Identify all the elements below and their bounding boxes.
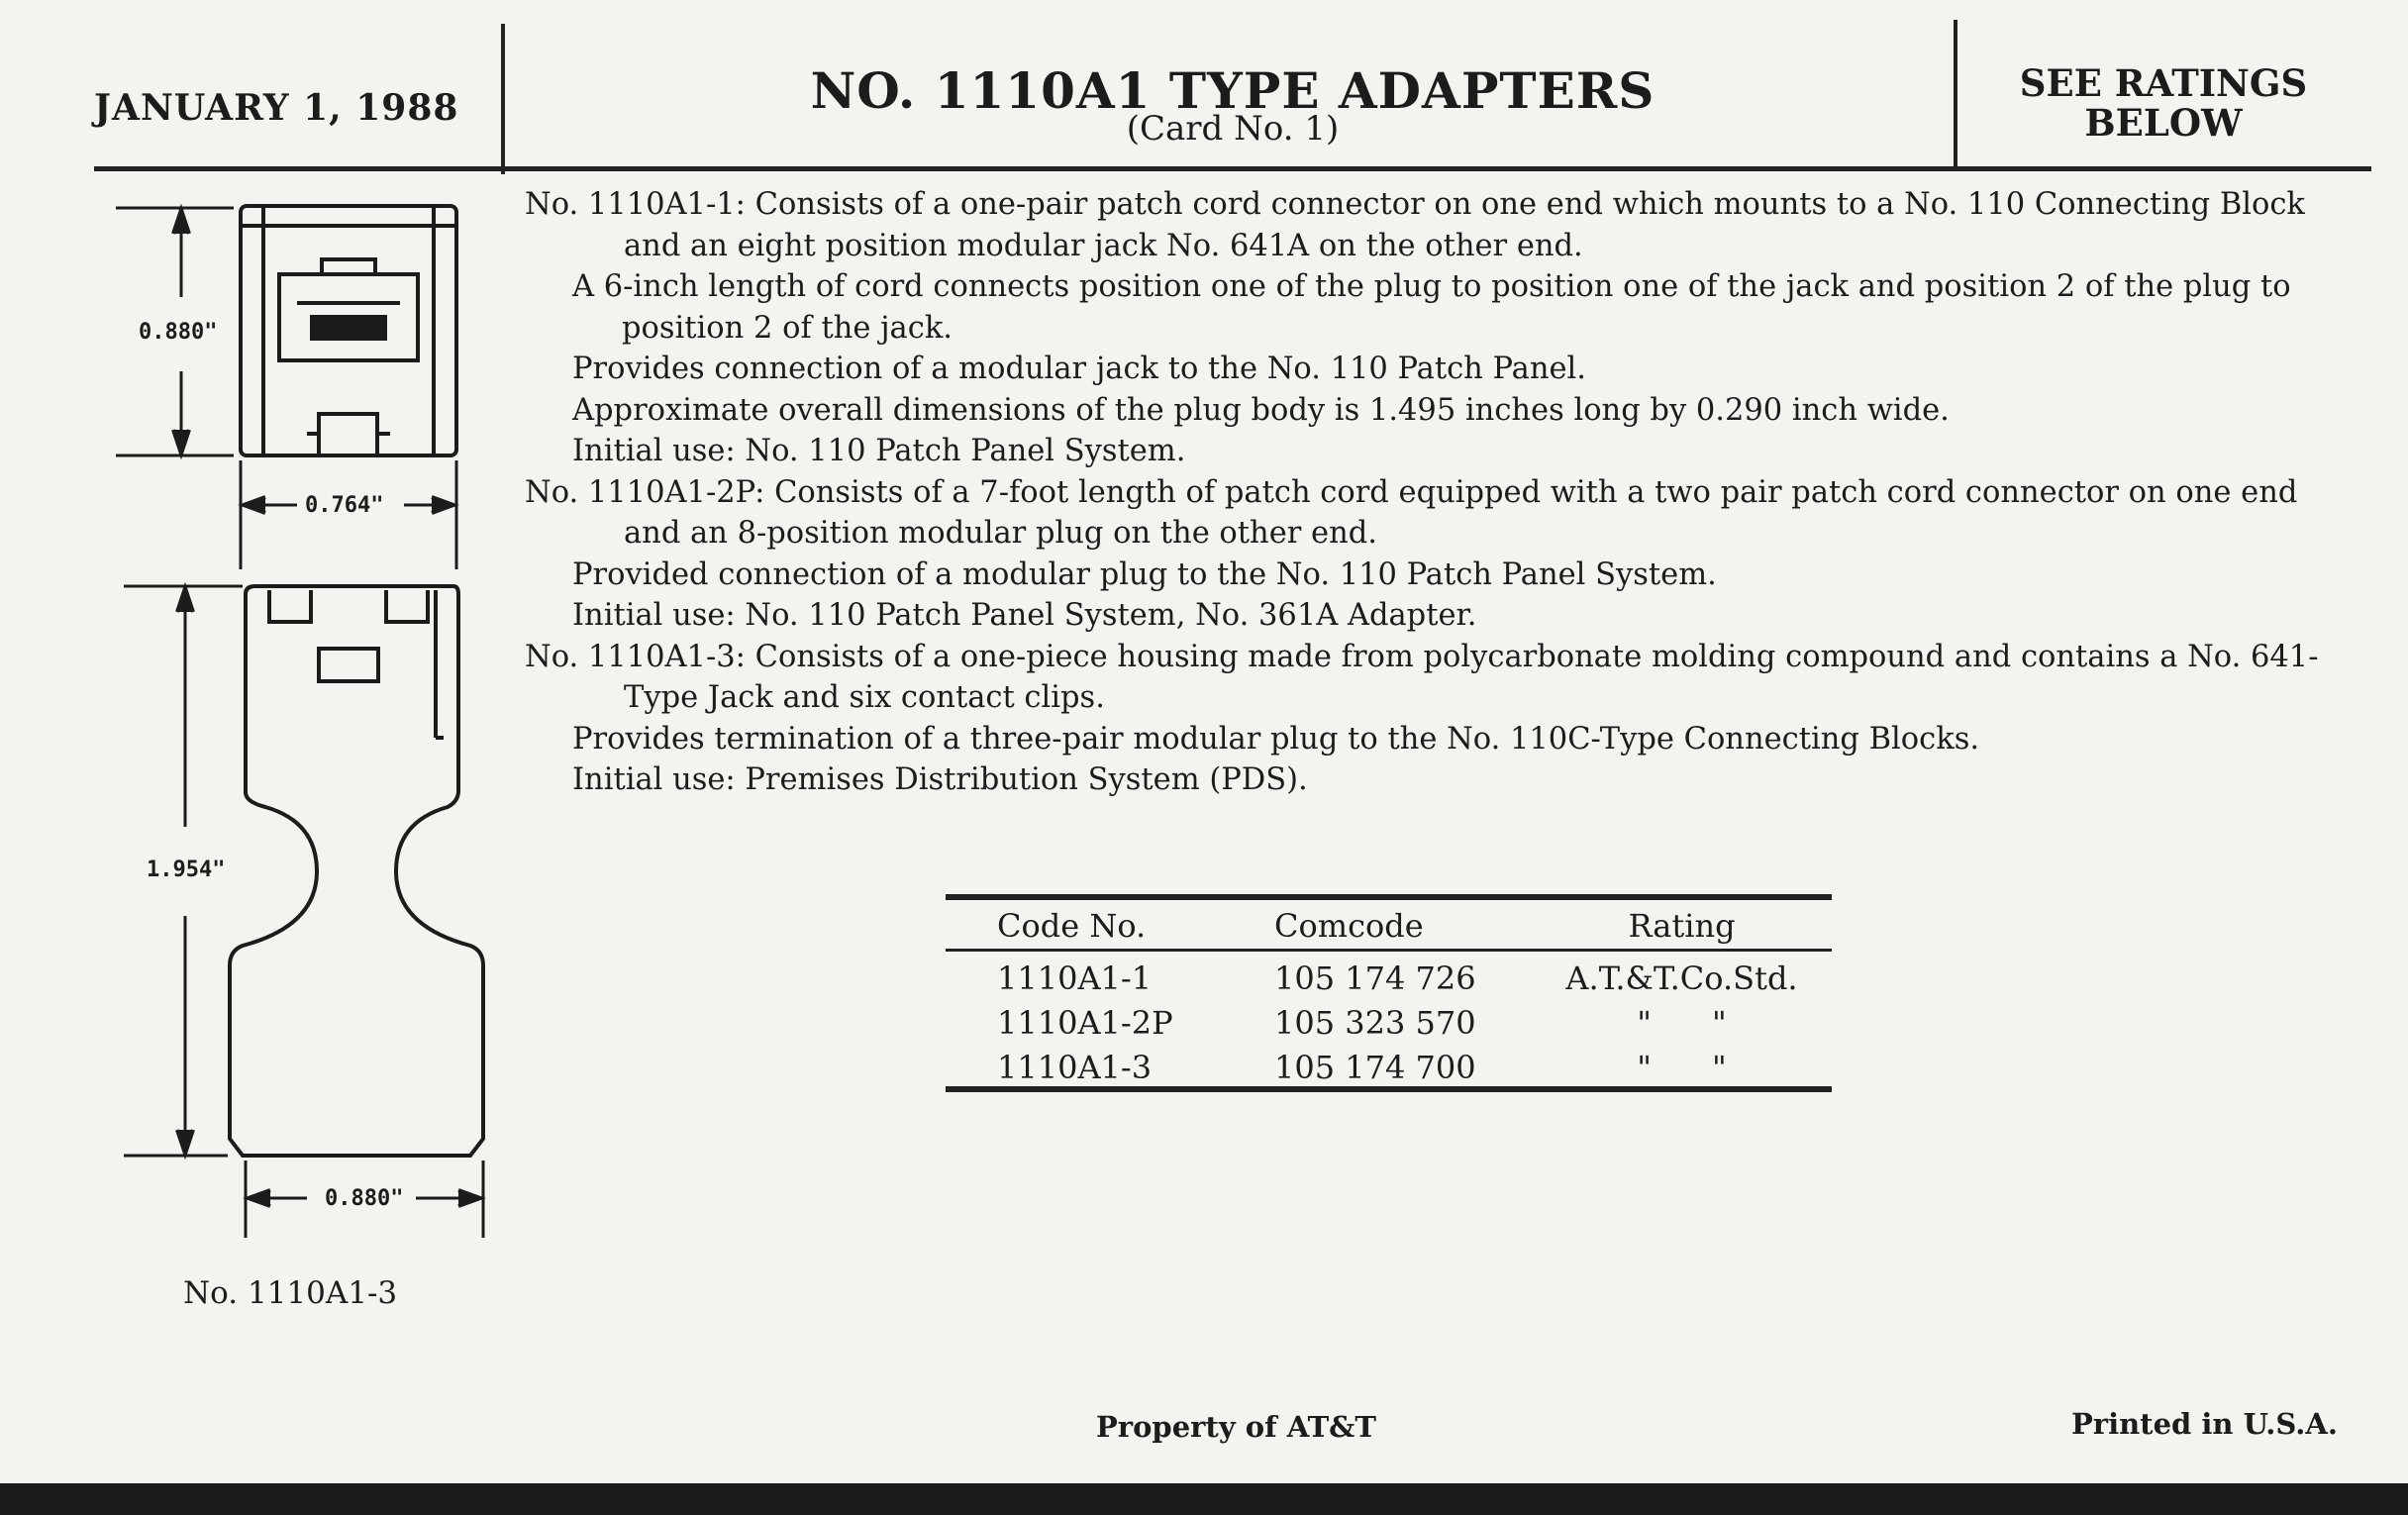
desc-line: Initial use: No. 110 Patch Panel System. [572, 434, 1186, 468]
dim-bottom-width: 0.880" [325, 1186, 404, 1211]
jack-contacts [310, 315, 387, 341]
table-row [946, 1045, 1832, 1089]
desc-line: Provides termination of a three-pair modular plug to the No. 110C-Type Connecting Blocks. [572, 721, 1980, 757]
page-title: NO. 1110A1 TYPE ADAPTERS [810, 61, 1656, 120]
dim-top-height: 0.880" [139, 320, 218, 345]
table-row [946, 1000, 1832, 1045]
ratings-table [946, 891, 1832, 1089]
drawing-caption: No. 1110A1-3 [183, 1275, 398, 1311]
cell-comcode: 105 174 726 [1274, 960, 1476, 997]
cell-comcode: 105 323 570 [1274, 1004, 1476, 1042]
cell-comcode: 105 174 700 [1274, 1049, 1476, 1086]
ratings-line-2: BELOW [2084, 101, 2243, 145]
desc-entry-1110a1-1: No. 1110A1-1: Consists of a one-pair patch cord connector on one end which mounts to a No. 110 Connecting Block and an eight position modular jack No. 641A on the other end. [525, 187, 2305, 263]
col-header-code: Code No. [946, 891, 1274, 951]
desc-line: Provided connection of a modular plug to the No. 110 Patch Panel System. [572, 556, 1717, 592]
cell-rating: " " [1637, 1049, 1727, 1086]
desc-entry-1110a1-3: No. 1110A1-3: Consists of a one-piece housing made from polycarbonate molding compound and contains a No. 641-Type Jack and six contact clips. [525, 639, 2319, 715]
footer-printed: Printed in U.S.A. [2071, 1407, 2338, 1441]
cell-code: 1110A1-1 [997, 960, 1153, 997]
dim-bottom-height: 1.954" [147, 858, 226, 882]
card-number: (Card No. 1) [1126, 109, 1340, 149]
desc-line: A 6-inch length of cord connects position one of the plug to position one of the jack and position 2 of the plug to position 2 of the jack. [572, 269, 2291, 346]
desc-line: Initial use: No. 110 Patch Panel System, No. 361A Adapter. [572, 598, 1477, 633]
cell-code: 1110A1-2P [997, 1004, 1173, 1042]
ratings-note [1965, 63, 2361, 143]
cell-code: 1110A1-3 [997, 1049, 1153, 1086]
description-block [525, 184, 2337, 801]
adapter-drawing [0, 0, 515, 1287]
table-bottom-rule [946, 1086, 1832, 1092]
desc-line: Approximate overall dimensions of the plug body is 1.495 inches long by 0.290 inch wide. [572, 392, 1950, 428]
table-row [946, 951, 1832, 1001]
desc-entry-1110a1-2p: No. 1110A1-2P: Consists of a 7-foot length of patch cord equipped with a two pair patch cord connector on one end and an 8-position modular plug on the other end. [525, 474, 2298, 551]
footer-property: Property of AT&T [1096, 1410, 1376, 1444]
issue-date: JANUARY 1, 1988 [94, 87, 459, 129]
cell-rating: " " [1637, 1004, 1727, 1042]
dim-top-width: 0.764" [305, 493, 384, 518]
cell-rating: A.T.&T.Co.Std. [1565, 960, 1798, 997]
table-header-row [946, 891, 1832, 951]
col-header-rating: Rating [1532, 891, 1832, 951]
header-divider-right [1954, 20, 1957, 170]
desc-line: Provides connection of a modular jack to the No. 110 Patch Panel. [572, 352, 1586, 386]
ratings-line-1: SEE RATINGS [2019, 61, 2308, 105]
col-header-comcode: Comcode [1274, 891, 1532, 951]
housing-side-view [230, 586, 483, 1156]
desc-line: Initial use: Premises Distribution System (PDS). [572, 762, 1308, 797]
